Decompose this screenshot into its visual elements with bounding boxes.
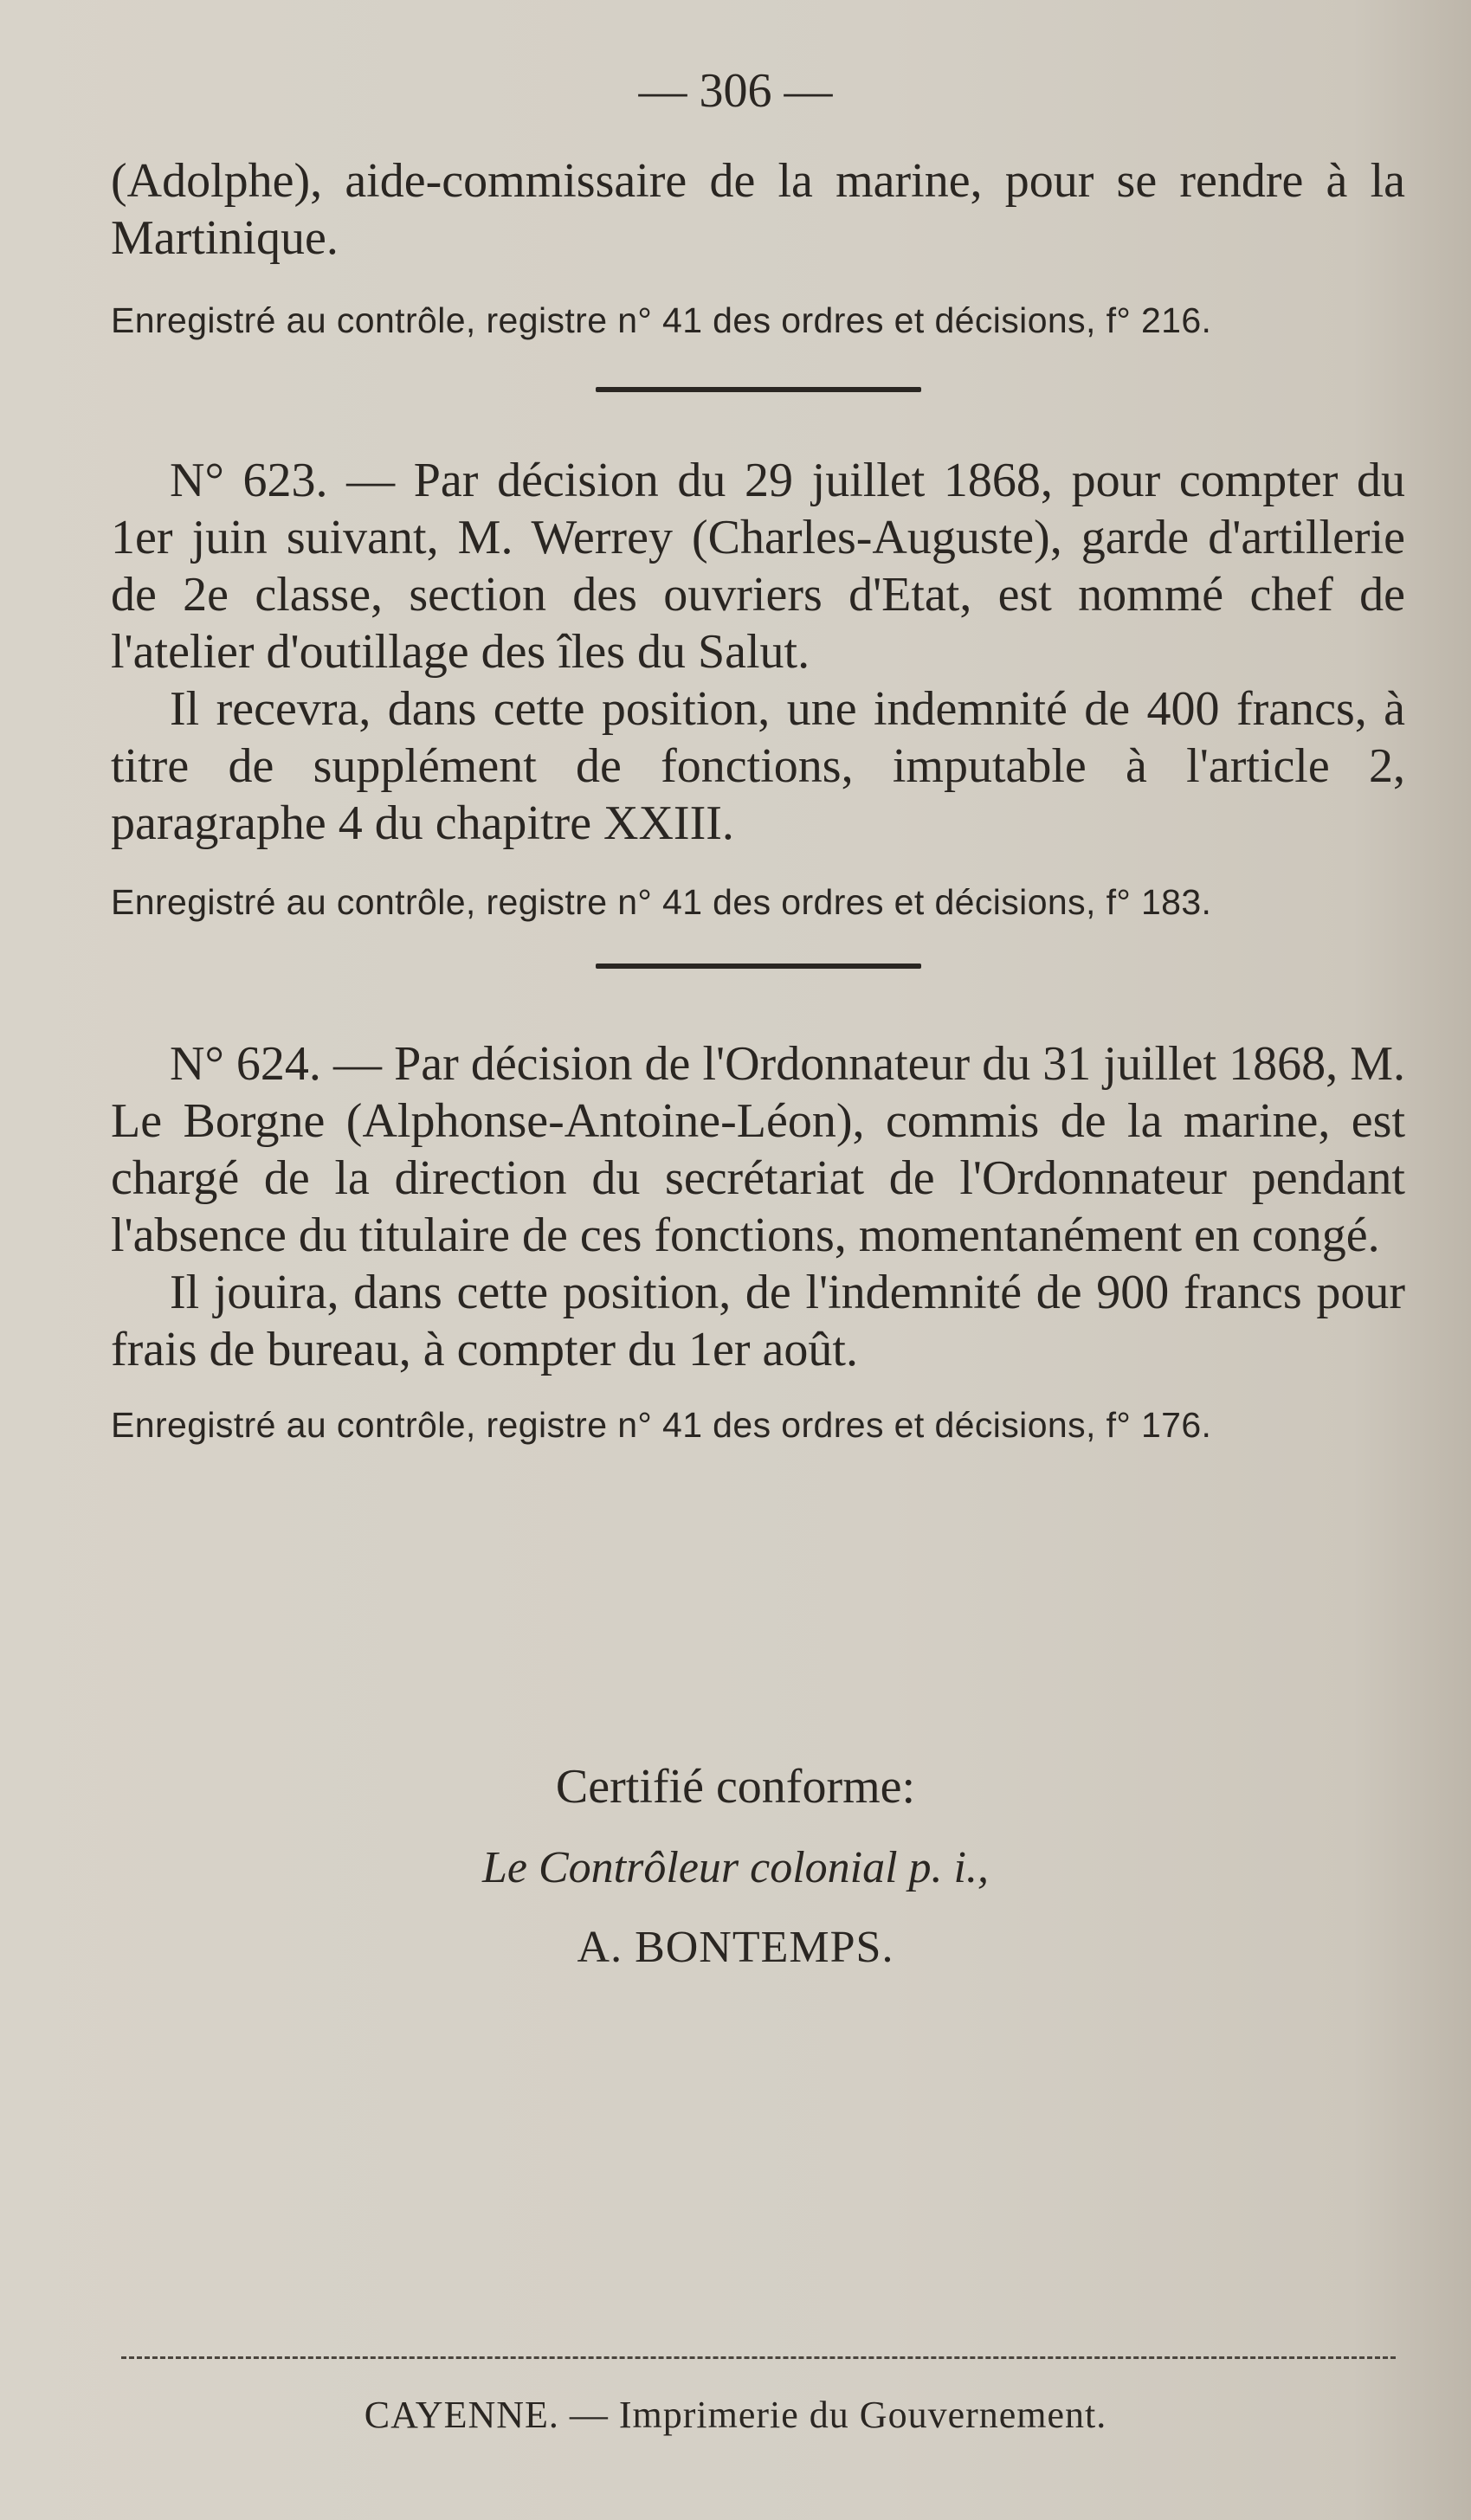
certification-block xyxy=(0,1756,1471,1979)
footer-divider xyxy=(121,2356,1396,2359)
section-divider xyxy=(596,387,921,392)
page-number: — 306 — xyxy=(638,64,833,118)
entry-624 xyxy=(111,1035,1405,1447)
section-divider xyxy=(596,964,921,969)
entry-623-registration: Enregistré au contrôle, registre n° 41 des ordres et décisions, f° 183. xyxy=(111,882,1212,922)
intro-registration: Enregistré au contrôle, registre n° 41 des ordres et décisions, f° 216. xyxy=(111,300,1212,340)
intro-text: (Adolphe), aide-commissaire de la marine, pour se rendre à la Martinique. xyxy=(111,154,1405,265)
printer-imprint: CAYENNE. — Imprimerie du Gouvernement. xyxy=(364,2394,1107,2436)
certifier-name: A. BONTEMPS. xyxy=(577,1923,894,1972)
certification-statement: Certifié conforme: xyxy=(555,1760,916,1814)
entry-624-paragraph-1: N° 624. — Par décision de l'Ordonnateur du 31 juillet 1868, M. Le Borgne (Alphonse-Antoine-Léon), commis de la marine, est chargé de la direction du secrétariat de l'Ordonnateur pendant l'absence du titulaire de ces fonctions, momentanément en congé. xyxy=(111,1037,1405,1262)
entry-623-paragraph-2: Il recevra, dans cette position, une indemnité de 400 francs, à titre de supplément de fonctions, imputable à l'article 2, paragraphe 4 du chapitre XXIII. xyxy=(111,682,1405,850)
intro-block xyxy=(111,152,1405,343)
entry-623 xyxy=(111,452,1405,925)
certifier-title: Le Contrôleur colonial p. i., xyxy=(482,1843,989,1892)
entry-623-paragraph-1: N° 623. — Par décision du 29 juillet 1868, pour compter du 1er juin suivant, M. Werrey (Charles-Auguste), garde d'artillerie de 2e classe, section des ouvriers d'Etat, est nommé chef de l'atelier d'outillage des îles du Salut. xyxy=(111,454,1405,679)
entry-624-registration: Enregistré au contrôle, registre n° 41 des ordres et décisions, f° 176. xyxy=(111,1405,1212,1445)
entry-624-paragraph-2: Il jouira, dans cette position, de l'indemnité de 900 francs pour frais de bureau, à compter du 1er août. xyxy=(111,1266,1405,1376)
